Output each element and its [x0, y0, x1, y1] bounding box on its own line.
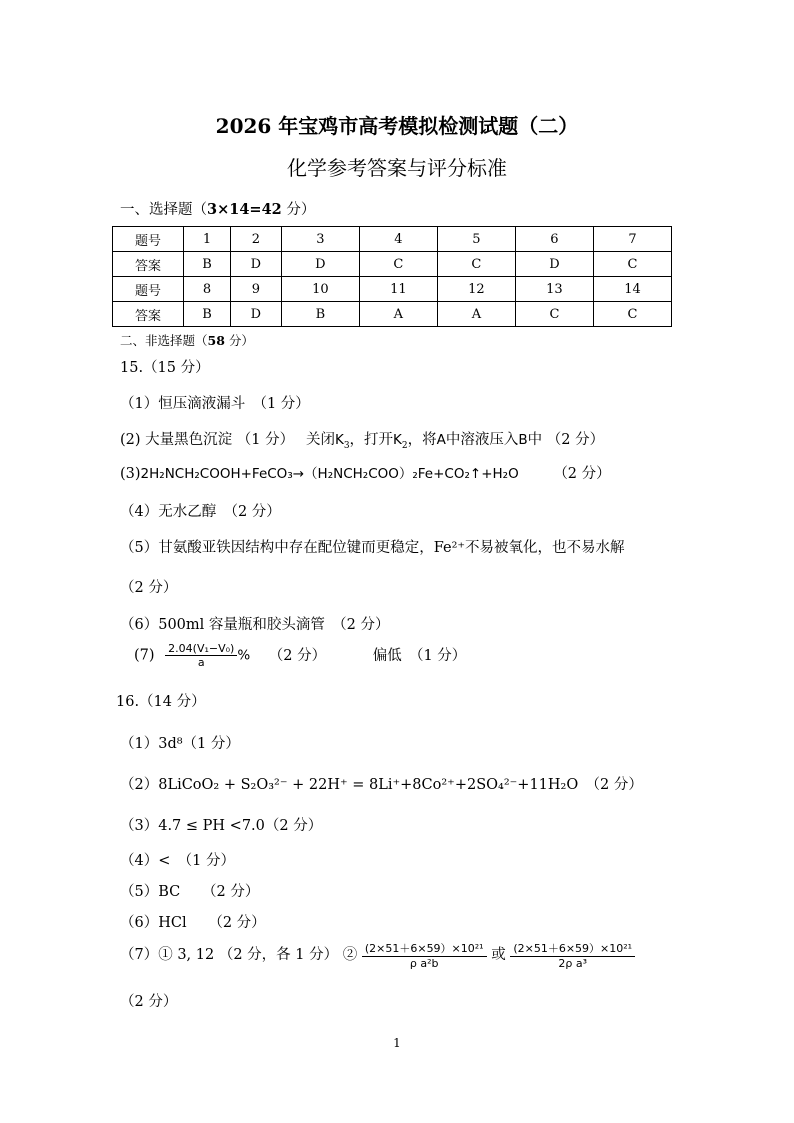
table-cell: D — [230, 252, 281, 277]
table-cell: 12 — [437, 277, 515, 302]
table-cell: C — [437, 252, 515, 277]
table-cell: 11 — [359, 277, 437, 302]
table-row — [113, 252, 672, 277]
q15-title: 15.（15 分） — [120, 360, 210, 376]
q15-answer-4: （4）无水乙醇 （2 分） — [120, 504, 281, 520]
table-cell: 5 — [437, 227, 515, 252]
table-cell: B — [281, 302, 359, 327]
fraction: $\frac{\text{(2×51＋6×59）×10²¹}}{\text{2ρ a³}}$ — [510, 940, 635, 970]
table-cell: D — [515, 252, 593, 277]
q16-answer-7: （7）① 3, 12 （2 分，各 1 分） ② $\frac{\text{(2×51＋6×59）×10²¹}}{\text{ρ a²b}}$ 或 $\frac{\text{(2×51＋6×59）×10²¹}}{\text{2ρ a³}}$ — [120, 940, 635, 970]
q15-answer-2: (2) 大量黑色沉淀 （1 分） 关闭$K_3$，打开$K_2$，将A中溶液压入B中 （2 分） — [120, 432, 605, 451]
table-cell: 9 — [230, 277, 281, 302]
row-header-cell: 答案 — [113, 302, 184, 327]
table-cell: C — [515, 302, 593, 327]
page-title: 2026 年宝鸡市高考模拟检测试题（二） — [215, 114, 579, 138]
table-cell: 6 — [515, 227, 593, 252]
section2-heading: 二、非选择题（58 分） — [120, 333, 254, 348]
table-row — [113, 227, 672, 252]
q16-answer-7-score: （2 分） — [120, 994, 178, 1010]
q16-title: 16.（14 分） — [116, 694, 206, 710]
q16-answer-2: （2）8LiCoO₂ + S₂O₃²⁻ + 22H⁺ = 8Li⁺+8Co²⁺+2SO₄²⁻+11H₂O （2 分） — [120, 777, 643, 793]
q15-answer-5: （5）甘氨酸亚铁因结构中存在配位键而更稳定，Fe²⁺不易被氧化，也不易水解 — [120, 540, 625, 556]
q16-answer-4: （4）< （1 分） — [120, 853, 235, 869]
table-cell: 10 — [281, 277, 359, 302]
table-cell: 2 — [230, 227, 281, 252]
q16-answer-6: （6）HCl （2 分） — [120, 915, 266, 931]
table-cell: B — [184, 302, 231, 327]
q15-answer-5-score: （2 分） — [120, 580, 178, 596]
q16-answer-3: （3）4.7 ≤ PH <7.0（2 分） — [120, 818, 323, 834]
chemical-equation: 2H₂NCH₂COOH+FeCO₃→（H₂NCH₂COO）₂Fe+CO₂↑+H₂O — [140, 466, 519, 482]
table-cell: D — [281, 252, 359, 277]
table-cell: 1 — [184, 227, 231, 252]
answer-table — [112, 226, 672, 327]
row-header-cell: 题号 — [113, 227, 184, 252]
table-cell: 4 — [359, 227, 437, 252]
table-cell: C — [593, 252, 671, 277]
page-subtitle: 化学参考答案与评分标准 — [287, 156, 507, 180]
page-number: 1 — [393, 1036, 401, 1050]
table-cell: 7 — [593, 227, 671, 252]
table-cell: A — [359, 302, 437, 327]
q15-answer-3: (3)2H₂NCH₂COOH+FeCO₃→（H₂NCH₂COO）₂Fe+CO₂↑+H₂O （2 分） — [120, 466, 611, 482]
table-row — [113, 277, 672, 302]
row-header-cell: 题号 — [113, 277, 184, 302]
fraction: $\frac{\text{2.04(V₁−V₀)}}{a}$ — [165, 642, 237, 669]
q16-answer-1: （1）3d⁸（1 分） — [120, 736, 240, 752]
table-cell: 14 — [593, 277, 671, 302]
table-cell: 8 — [184, 277, 231, 302]
table-row — [113, 302, 672, 327]
table-cell: 3 — [281, 227, 359, 252]
q15-answer-6: （6）500ml 容量瓶和胶头滴管 （2 分） — [120, 617, 390, 633]
table-cell: 13 — [515, 277, 593, 302]
q15-answer-7: (7) $\frac{\text{2.04(V₁−V₀)}}{a}$ % （2 分） 偏低 （1 分） — [134, 642, 467, 669]
table-cell: C — [359, 252, 437, 277]
q16-answer-5: （5）BC （2 分） — [120, 884, 260, 900]
fraction: $\frac{\text{(2×51＋6×59）×10²¹}}{\text{ρ a²b}}$ — [362, 940, 487, 970]
table-cell: D — [230, 302, 281, 327]
table-cell: B — [184, 252, 231, 277]
table-cell: A — [437, 302, 515, 327]
table-cell: C — [593, 302, 671, 327]
row-header-cell: 答案 — [113, 252, 184, 277]
section1-heading: 一、选择题（3×14=42 分） — [120, 201, 316, 218]
q15-answer-1: （1）恒压滴液漏斗 （1 分） — [120, 396, 310, 412]
